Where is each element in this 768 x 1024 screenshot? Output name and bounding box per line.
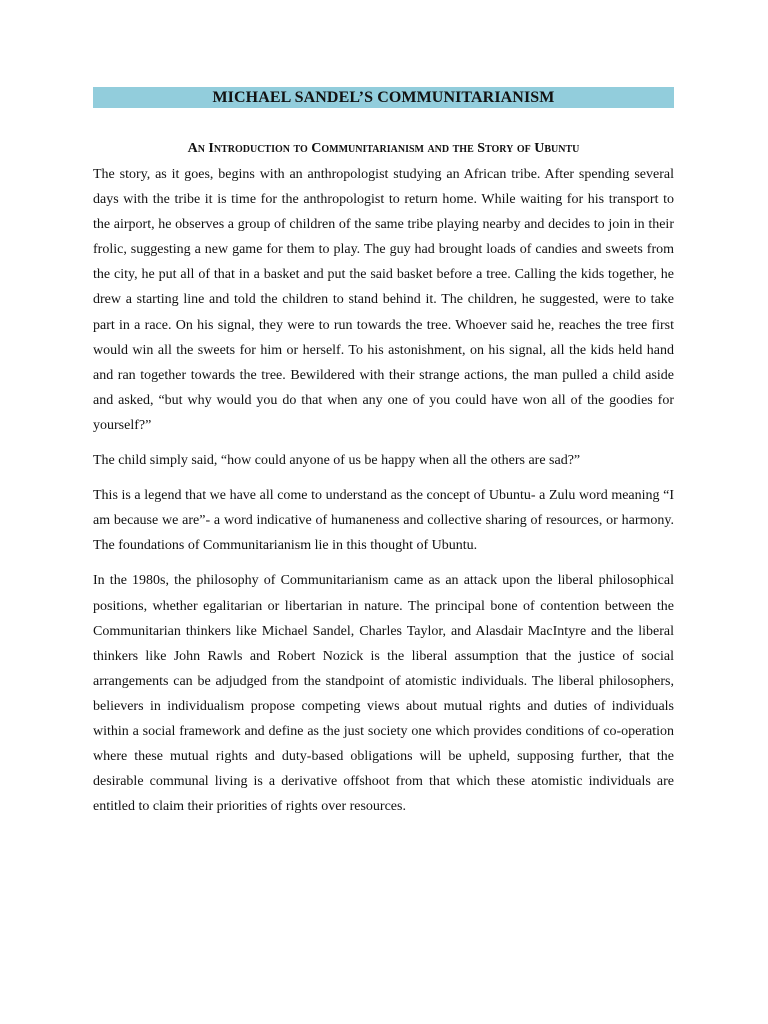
- document-page: [93, 87, 674, 819]
- paragraph-anthropologist-story: The story, as it goes, begins with an anthropologist studying an African tribe. After spending several days with the tribe it is time for the anthropologist to return home. While waiting for his transport to the airport, he observes a group of children of the same tribe playing nearby and decides to join in their frolic, suggesting a new game for them to play. The guy had brought loads of candies and sweets from the city, he put all of that in a basket and put the said basket before a tree. Calling the kids together, he drew a starting line and told the children to stand behind it. The children, he suggested, were to take part in a race. On his signal, they were to run towards the tree. Whoever said he, reaches the tree first would win all the sweets for him or herself. To his astonishment, on his signal, all the kids held hand and ran together towards the tree. Bewildered with their strange actions, the man pulled a child aside and asked, “but why would you do that when any one of you could have won all of the goodies for yourself?”: [93, 167, 674, 433]
- paragraph-communitarianism-history: In the 1980s, the philosophy of Communitarianism came as an attack upon the liberal philosophical positions, whether egalitarian or libertarian in nature. The principal bone of contention between the Communitarian thinkers like Michael Sandel, Charles Taylor, and Alasdair MacIntyre and the liberal thinkers like John Rawls and Robert Nozick is the liberal assumption that the justice of social arrangements can be adjudged from the standpoint of atomistic individuals. The liberal philosophers, believers in individualism propose competing views about mutual rights and duties of individuals within a social framework and define as the just society one which provides conditions of co-operation where these mutual rights and duty-based obligations will be upheld, supposing further, that the desirable communal living is a derivative offshoot from that which these atomistic individuals are entitled to claim their priorities of rights over resources.: [93, 573, 674, 815]
- paragraph-child-reply: The child simply said, “how could anyone of us be happy when all the others are sad?”: [93, 453, 581, 469]
- section-heading: An Introduction to Communitarianism and the Story of Ubuntu: [187, 141, 580, 156]
- document-title: MICHAEL SANDEL’S COMMUNITARIANISM: [93, 87, 674, 108]
- paragraph-ubuntu-concept: This is a legend that we have all come to understand as the concept of Ubuntu- a Zulu word meaning “I am because we are”- a word indicative of humaneness and collective sharing of resources, or harmony. The foundations of Communitarianism lie in this thought of Ubuntu.: [93, 488, 674, 554]
